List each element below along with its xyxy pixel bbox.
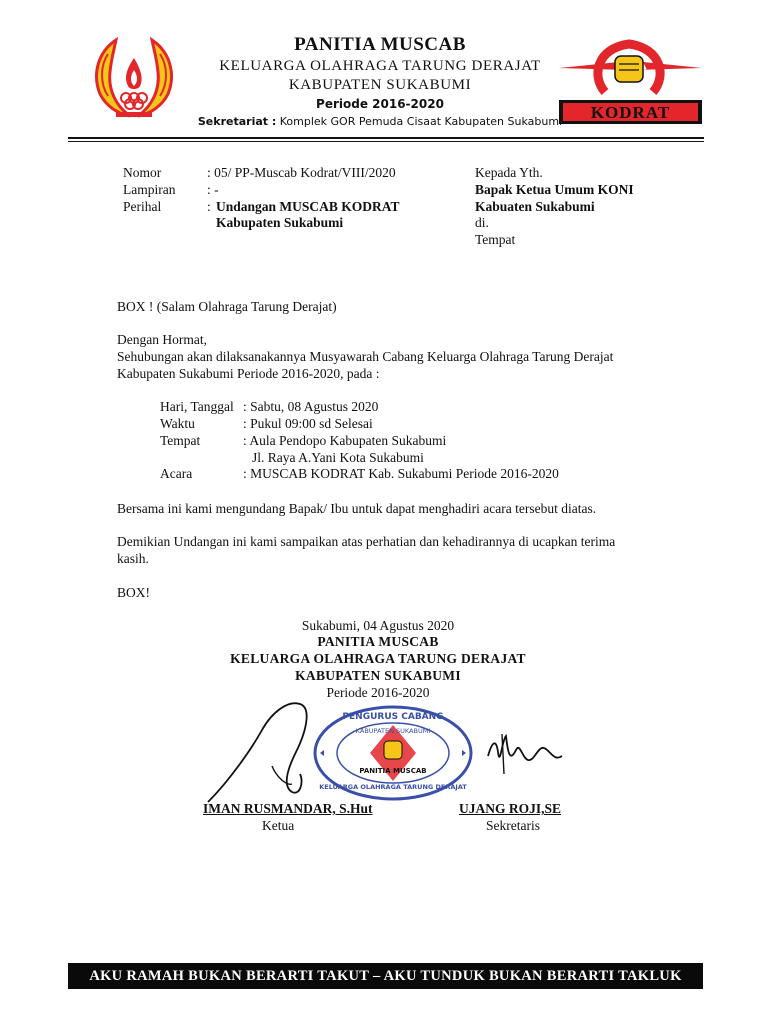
header-divider-thin (68, 141, 704, 142)
event-place-value1: : Aula Pendopo Kabupaten Sukabumi (243, 433, 447, 448)
secretary-role: Sekretaris (486, 818, 540, 833)
lampiran-label: Lampiran (123, 182, 176, 197)
koni-logo (86, 34, 182, 126)
signature-org-line1: KELUARGA OLAHRAGA TARUNG DERAJAT (230, 651, 526, 666)
committee-stamp (312, 703, 474, 803)
secretary-name: UJANG ROJI,SE (459, 801, 562, 816)
stamp-top-text: PENGURUS CABANG (342, 712, 444, 722)
signature-place-date: Sukabumi, 04 Agustus 2020 (301, 618, 455, 633)
header-divider-thick (68, 137, 704, 139)
event-time-label: Waktu (160, 416, 195, 431)
recipient-line5: Tempat (475, 232, 516, 247)
greeting: BOX ! (Salam Olahraga Tarung Derajat) (117, 299, 337, 314)
footer-motto: AKU RAMAH BUKAN BERARTI TAKUT – AKU TUNDUK BUKAN BERARTI TAKLUK (68, 963, 703, 989)
event-date-label: Hari, Tanggal (160, 399, 234, 414)
secretariat-address: Komplek GOR Pemuda Cisaat Kabupaten Sukabumi (279, 115, 563, 128)
event-agenda-value: : MUSCAB KODRAT Kab. Sukabumi Periode 2016-2020 (243, 466, 559, 481)
event-agenda-label: Acara (160, 466, 193, 481)
letterhead-org-line1: KELUARGA OLAHRAGA TARUNG DERAJAT (219, 58, 541, 74)
paragraph2: Bersama ini kami mengundang Bapak/ Ibu untuk dapat menghadiri acara tersebut diatas. (117, 501, 597, 516)
chair-name: IMAN RUSMANDAR, S.Hut (203, 801, 373, 816)
letterhead-secretariat (190, 115, 570, 128)
opening: Dengan Hormat, (117, 332, 207, 347)
perihal-value-line2: Kabupaten Sukabumi (216, 215, 344, 230)
lampiran-value: : - (207, 182, 219, 197)
event-place-label: Tempat (160, 433, 201, 448)
signature-committee: PANITIA MUSCAB (317, 634, 439, 649)
event-time-value: : Pukul 09:00 sd Selesai (243, 416, 373, 431)
chair-role: Ketua (262, 818, 295, 833)
stamp-center-text: PANITIA MUSCAB (359, 767, 427, 775)
perihal-label: Perihal (123, 199, 162, 214)
secretary-handwritten-signature (482, 728, 568, 780)
recipient-line1: Kepada Yth. (475, 165, 543, 180)
stamp-sub-text: KABUPATEN SUKABUMI (355, 727, 431, 735)
signature-period: Periode 2016-2020 (326, 685, 430, 700)
letterhead-org-line2: KABUPATEN SUKABUMI (288, 77, 472, 93)
recipient-line4: di. (475, 215, 489, 230)
closing: BOX! (117, 585, 150, 600)
paragraph1-line1: Sehubungan akan dilaksanakannya Musyawarah Cabang Keluarga Olahraga Tarung Derajat (117, 349, 614, 364)
nomor-label: Nomor (123, 165, 162, 180)
secretariat-label: Sekretariat : (197, 115, 277, 128)
recipient-line2: Bapak Ketua Umum KONI (475, 182, 634, 197)
event-date-value: : Sabtu, 08 Agustus 2020 (243, 399, 379, 414)
nomor-value: : 05/ PP-Muscab Kodrat/VIII/2020 (207, 165, 396, 180)
recipient-line3: Kabuaten Sukabumi (475, 199, 595, 214)
letterhead-title: PANITIA MUSCAB (294, 34, 466, 55)
signature-org-line2: KABUPATEN SUKABUMI (295, 668, 461, 683)
perihal-value-line1: Undangan MUSCAB KODRAT (216, 199, 400, 214)
kodrat-logo (557, 34, 704, 126)
paragraph3-line2: kasih. (117, 551, 149, 566)
kodrat-logo-text: KODRAT (590, 103, 671, 122)
perihal-colon: : (207, 199, 211, 214)
paragraph3-line1: Demikian Undangan ini kami sampaikan atas perhatian dan kehadirannya di ucapkan terima (117, 534, 616, 549)
stamp-bottom-text: KELUARGA OLAHRAGA TARUNG DERAJAT (319, 783, 467, 791)
letterhead-period: Periode 2016-2020 (316, 97, 444, 111)
event-place-value2: Jl. Raya A.Yani Kota Sukabumi (252, 450, 424, 465)
paragraph1-line2: Kabupaten Sukabumi Periode 2016-2020, pada : (117, 366, 380, 381)
